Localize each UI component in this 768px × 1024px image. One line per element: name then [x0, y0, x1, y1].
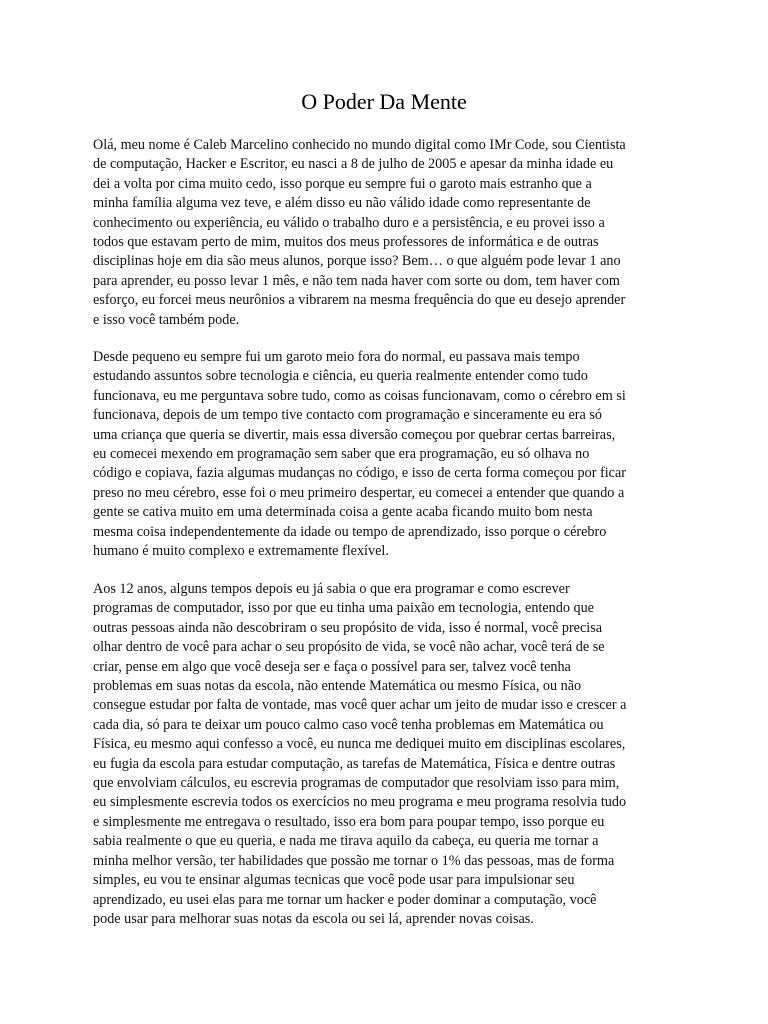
- paragraph-line: esforço, eu forcei meus neurônios a vibrarem na mesma frequência do que eu desejo aprender: [93, 292, 626, 309]
- paragraph-line: aprendizado, eu usei elas para me tornar um hacker e poder dominar a computação, você: [93, 891, 597, 908]
- paragraph-line: pode usar para melhorar suas notas da escola ou sei lá, aprender novas coisas.: [93, 910, 534, 927]
- paragraph-line: de computação, Hacker e Escritor, eu nasci a 8 de julho de 2005 e apesar da minha idade eu: [93, 156, 614, 173]
- paragraph-line: sabia realmente o que eu queria, e nada me tirava aquilo da cabeça, eu queria me tornar a: [93, 833, 599, 850]
- paragraph-line: Aos 12 anos, alguns tempos depois eu já sabia o que era programar e como escrever: [93, 581, 570, 597]
- paragraph-line: para aprender, eu posso levar 1 mês, e não tem nada haver com sorte ou dom, tem haver com: [93, 272, 620, 289]
- paragraph-line: problemas em suas notas da escola, não entende Matemática ou mesmo Física, ou não: [93, 678, 582, 695]
- paragraph-line: outras pessoas ainda não descobriram o seu propósito de vida, isso é normal, você precisa: [93, 619, 603, 636]
- paragraph-line: preso no meu cérebro, esse foi o meu primeiro despertar, eu comecei a entender que quando a: [93, 484, 625, 501]
- paragraph-line: código e copiava, fazia algumas mudanças no código, e isso de certa forma começou por ficar: [93, 465, 626, 482]
- document-title: O Poder Da Mente: [301, 89, 467, 114]
- paragraph-line: minha família alguma vez teve, e além disso eu não válido idade como representante de: [93, 195, 591, 212]
- paragraph-line: que envolviam cálculos, eu escrevia programas de computador que resolviam isso para mim,: [93, 775, 620, 792]
- paragraph-line: criar, pense em algo que você deseja ser e faça o possível para ser, talvez você tenha: [93, 658, 571, 675]
- paragraph-line: programas de computador, isso por que eu tinha uma paixão em tecnologia, entendo que: [93, 600, 594, 617]
- paragraph-line: Física, eu mesmo aqui confesso a você, eu nunca me dediquei muito em disciplinas escolares,: [93, 736, 626, 753]
- paragraph-1: [93, 136, 683, 330]
- paragraph-line: uma criança que queria se divertir, mais essa diversão começou por quebrar certas barreiras,: [93, 426, 616, 443]
- paragraph-line: simples, eu vou te ensinar algumas tecnicas que você pode usar para impulsionar seu: [93, 872, 575, 889]
- paragraph-line: estudando assuntos sobre tecnologia e ciência, eu queria realmente entender como tudo: [93, 368, 588, 385]
- paragraph-line: mesma coisa independentemente da idade ou tempo de aprendizado, isso porque o cérebro: [93, 523, 607, 540]
- paragraph-line: eu comecei mexendo em programação sem saber que era programação, eu só olhava no: [93, 446, 590, 463]
- paragraph-line: funcionava, eu me perguntava sobre tudo, como as coisas funcionavam, como o cérebro em si: [93, 387, 626, 404]
- paragraph-2: [93, 348, 683, 561]
- paragraph-line: cada dia, só para te deixar um pouco calmo caso você tenha problemas em Matemática ou: [93, 716, 604, 733]
- paragraph-line: Olá, meu nome é Caleb Marcelino conhecido no mundo digital como IMr Code, sou Cientista: [93, 137, 626, 153]
- paragraph-3: [93, 580, 683, 929]
- paragraph-line: conhecimento ou experiência, eu válido o trabalho duro e a persistência, e eu provei isso a: [93, 214, 605, 231]
- paragraph-line: e isso você também pode.: [93, 311, 240, 328]
- paragraph-line: olhar dentro de você para achar o seu propósito de vida, se você não achar, você terá de se: [93, 639, 605, 656]
- paragraph-line: eu simplesmente escrevia todos os exercícios no meu programa e meu programa resolvia tudo: [93, 794, 627, 811]
- paragraph-line: Desde pequeno eu sempre fui um garoto meio fora do normal, eu passava mais tempo: [93, 349, 580, 365]
- paragraph-line: gente se cativa muito em uma determinada coisa a gente acaba ficando muito bom nesta: [93, 504, 593, 521]
- paragraph-line: eu fugia da escola para estudar computação, as tarefas de Matemática, Física e dentre outras: [93, 755, 616, 772]
- paragraph-line: minha melhor versão, ter habilidades que possão me tornar o 1% das pessoas, mas de forma: [93, 852, 615, 869]
- paragraph-line: dei a volta por cima muito cedo, isso porque eu sempre fui o garoto mais estranho que a: [93, 175, 592, 192]
- paragraph-line: humano é muito complexo e extremamente flexível.: [93, 543, 389, 560]
- paragraph-line: todos que estavam perto de mim, muitos dos meus professores de informática e de outras: [93, 234, 599, 251]
- paragraph-line: disciplinas hoje em dia são meus alunos, porque isso? Bem… o que alguém pode levar 1 ano: [93, 253, 621, 270]
- paragraph-line: consegue estudar por falta de vontade, mas você quer achar um jeito de mudar isso e crescer a: [93, 697, 627, 714]
- paragraph-line: funcionava, depois de um tempo tive contacto com programação e sinceramente eu era só: [93, 407, 602, 424]
- paragraph-line: e simplesmente me entregava o resultado, isso era bom para poupar tempo, isso porque eu: [93, 813, 605, 830]
